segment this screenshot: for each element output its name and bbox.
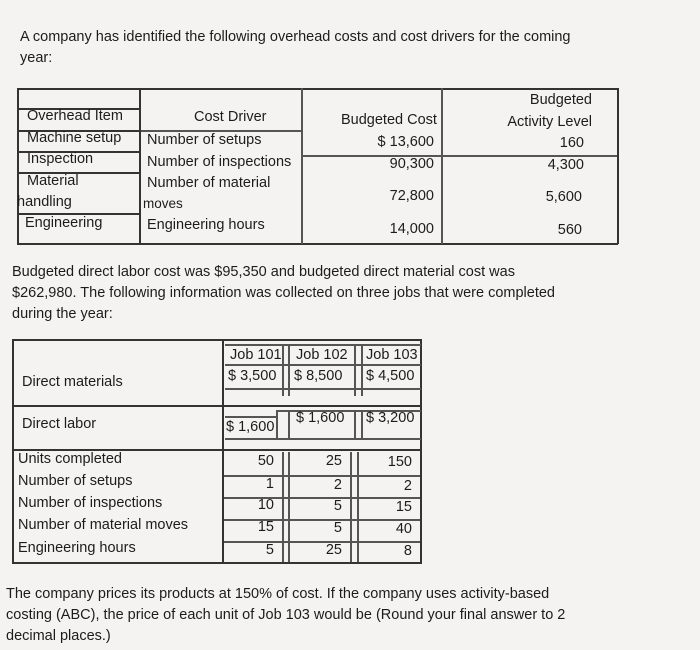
- direct-materials-job-101: $ 3,500: [228, 368, 277, 384]
- header-overhead-item: Overhead Item: [27, 108, 123, 124]
- intro-line-2: year:: [20, 50, 53, 66]
- row-machine-setup-cost: $ 13,600: [377, 134, 434, 150]
- engineering-hours-job-102: 25: [325, 542, 342, 558]
- row-engineering-item: Engineering: [25, 215, 103, 231]
- budget-info-line-3: during the year:: [12, 306, 113, 322]
- number-of-material-moves-job-101: 15: [257, 519, 274, 535]
- header-activity-line-2: Activity Level: [507, 114, 592, 130]
- row-material-handling-driver-line-1: Number of material: [147, 175, 271, 191]
- units-completed-job-101: 50: [257, 453, 274, 469]
- direct-materials-job-102: $ 8,500: [294, 368, 343, 384]
- number-of-setups-job-102: 2: [333, 477, 342, 493]
- number-of-setups-job-101: 1: [265, 476, 274, 492]
- header-cost-driver: Cost Driver: [194, 109, 267, 125]
- header-job-102: Job 102: [296, 347, 348, 363]
- row-machine-setup-activity: 160: [559, 135, 584, 151]
- budget-info-line-1: Budgeted direct labor cost was $95,350 and budgeted direct material cost was: [12, 264, 515, 280]
- number-of-inspections-label: Number of inspections: [18, 495, 163, 511]
- direct-labor-job-103: $ 3,200: [366, 410, 415, 426]
- number-of-material-moves-label: Number of material moves: [18, 517, 189, 533]
- row-material-handling-item-line-2: handling: [17, 194, 72, 210]
- header-job-101: Job 101: [230, 347, 282, 363]
- direct-labor-job-101: $ 1,600: [226, 419, 275, 435]
- header-budgeted-cost: Budgeted Cost: [341, 112, 437, 128]
- row-material-handling-driver-line-2: moves: [143, 196, 183, 211]
- direct-labor-label: Direct labor: [22, 416, 97, 432]
- question-line-3: decimal places.): [6, 628, 111, 644]
- units-completed-label: Units completed: [18, 451, 122, 467]
- direct-labor-job-102: $ 1,600: [296, 410, 345, 426]
- budget-info-line-2: $262,980. The following information was collected on three jobs that were completed: [12, 285, 555, 301]
- row-inspection-activity: 4,300: [547, 157, 584, 173]
- direct-materials-job-103: $ 4,500: [366, 368, 415, 384]
- units-completed-job-103: 150: [387, 454, 412, 470]
- row-machine-setup-item: Machine setup: [27, 130, 122, 146]
- engineering-hours-job-103: 8: [403, 543, 412, 559]
- row-inspection-cost: 90,300: [389, 156, 434, 172]
- number-of-setups-job-103: 2: [403, 478, 412, 494]
- row-material-handling-item-line-1: Material: [27, 173, 79, 189]
- number-of-material-moves-job-102: 5: [333, 520, 342, 536]
- question-line-2: costing (ABC), the price of each unit of Job 103 would be (Round your final answer to 2: [6, 607, 566, 623]
- number-of-inspections-job-102: 5: [333, 498, 342, 514]
- row-inspection-driver: Number of inspections: [147, 154, 292, 170]
- row-engineering-driver: Engineering hours: [147, 217, 265, 233]
- number-of-setups-label: Number of setups: [18, 473, 133, 489]
- row-material-handling-activity: 5,600: [545, 189, 582, 205]
- engineering-hours-job-101: 5: [265, 542, 274, 558]
- header-activity-line-1: Budgeted: [529, 92, 592, 108]
- row-engineering-cost: 14,000: [389, 221, 434, 237]
- units-completed-job-102: 25: [325, 453, 342, 469]
- intro-line-1: A company has identified the following overhead costs and cost drivers for the coming: [20, 29, 571, 45]
- number-of-inspections-job-103: 15: [395, 499, 412, 515]
- row-material-handling-cost: 72,800: [389, 188, 434, 204]
- question-text: [6, 584, 696, 647]
- question-line-1: The company prices its products at 150% of cost. If the company uses activity-based: [6, 586, 550, 602]
- header-job-103: Job 103: [366, 347, 418, 363]
- row-machine-setup-driver: Number of setups: [147, 132, 262, 148]
- row-engineering-activity: 560: [557, 222, 582, 238]
- row-inspection-item: Inspection: [27, 151, 94, 167]
- number-of-inspections-job-101: 10: [257, 497, 274, 513]
- engineering-hours-label: Engineering hours: [18, 540, 136, 556]
- direct-materials-label: Direct materials: [22, 374, 123, 390]
- number-of-material-moves-job-103: 40: [395, 521, 412, 537]
